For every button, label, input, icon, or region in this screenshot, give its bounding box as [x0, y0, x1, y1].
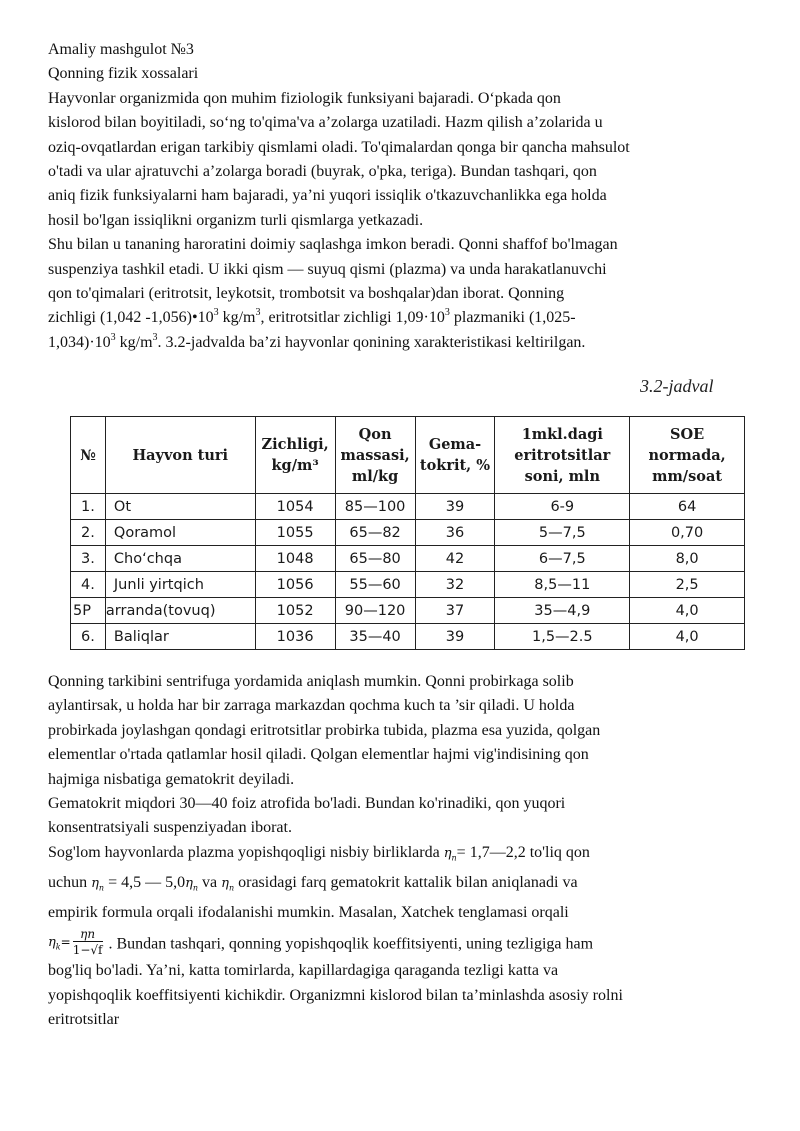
eta-symbol — [221, 876, 234, 891]
section-heading — [48, 62, 748, 86]
table-cell: 1052 — [255, 598, 335, 624]
symbol: η — [185, 875, 193, 891]
text-line: bog'liq bo'ladi. Ya’ni, katta tomirlarda, kapillardagiga qaraganda tezligi katta va — [48, 962, 559, 980]
symbol: η — [221, 875, 229, 891]
table-cell: 0,70 — [630, 520, 745, 546]
text-fragment: 1,034)·10 — [48, 333, 111, 351]
column-header: Hayvon turi — [105, 417, 255, 494]
table-cell: Qoramol — [105, 520, 255, 546]
document-body-lower — [48, 670, 748, 1032]
text-fragment: , eritrotsitlar zichligi 1,09·10 — [260, 309, 445, 327]
text-fragment: . 3.2-jadvalda ba’zi hayvonlar qonining xarakteristikasi keltirilgan. — [157, 333, 586, 351]
document-body — [48, 38, 748, 355]
table-cell: 6-9 — [495, 494, 630, 520]
table-cell: 8,5—11 — [495, 572, 630, 598]
text-fragment: uchun — [48, 873, 92, 891]
paragraph-4 — [48, 792, 748, 841]
table-cell: arranda(tovuq) — [105, 598, 255, 624]
text-line: Qonning tarkibini sentrifuga yordamida aniqlash mumkin. Qonni probirkaga solib — [48, 673, 574, 690]
paragraph-1 — [48, 87, 748, 233]
text-line: o'tadi va ular ajratuvchi a’zolarga boradi (buyrak, o'pka, teriga). Bundan tashqari, qon — [48, 163, 597, 181]
column-header: 1mkl.dagi eritrotsitlar soni, mln — [495, 417, 630, 494]
text-line: Hayvonlar organizmida qon muhim fiziologik funksiyani bajaradi. O‘pkada qon — [48, 89, 561, 107]
text-fragment: va — [198, 873, 222, 891]
text-line: kislorod bilan boyitiladi, so‘ng to'qima'va a’zolarga uzatiladi. Hazm qilish a’zolarida u — [48, 114, 603, 132]
table-cell: 65—80 — [335, 546, 415, 572]
denominator: 1−√f — [72, 943, 103, 958]
eta-symbol — [48, 935, 61, 950]
table-cell: 4,0 — [630, 624, 745, 650]
table-cell: 6. — [71, 624, 106, 650]
text-line: hajmiga nisbatiga gematokrit deyiladi. — [48, 770, 295, 788]
table-cell: 2. — [71, 520, 106, 546]
subscript: п — [98, 883, 105, 893]
table-row — [71, 494, 745, 520]
eta-symbol — [444, 846, 457, 861]
text-line: hosil bo'lgan issiqlikni organizm turli qismlarga yetkazadi. — [48, 211, 424, 229]
text-fragment: kg/m — [218, 309, 256, 327]
text-line — [48, 331, 748, 355]
text-fragment: . Bundan tashqari, qonning yopishqoqlik koeffitsiyenti, uning tezligiga ham — [104, 935, 594, 953]
symbol: η — [48, 935, 56, 951]
table-caption: 3.2-jadval — [640, 376, 714, 396]
text-line: aylantirsak, u holda har bir zarraga markazdan qochma kuch ta ’sir qiladi. U holda — [48, 697, 575, 715]
text-fragment: = 4,5 — 5,0 — [104, 873, 186, 891]
text-line: elementlar o'rtada qatlamlar hosil qiladi. Qolgan elementlar hajmi vig'indisining qon — [48, 746, 589, 764]
table-row — [71, 520, 745, 546]
table-cell: 42 — [415, 546, 495, 572]
text-line: qon to'qimalari (eritrotsit, leykotsit, trombotsit va boshqalar)dan iborat. Qonning — [48, 285, 565, 303]
table-cell: 35—40 — [335, 624, 415, 650]
table-cell: 64 — [630, 494, 745, 520]
text-line: konsentratsiyali suspenziyadan iborat. — [48, 819, 292, 837]
subscript: п — [192, 883, 199, 893]
table-cell: 4. — [71, 572, 106, 598]
text-fragment: orasidagi farq gematokrit kattalik bilan aniqlanadi va — [234, 873, 578, 891]
symbol: η — [91, 875, 99, 891]
table-cell: 8,0 — [630, 546, 745, 572]
paragraph-5 — [48, 841, 748, 1033]
text-fragment: Sog'lom hayvonlarda plazma yopishqoqligi nisbiy birliklarda — [48, 843, 444, 861]
table-cell: 1048 — [255, 546, 335, 572]
table-row — [71, 546, 745, 572]
subscript: п — [228, 883, 235, 893]
column-header: Zichligi, kg/m³ — [255, 417, 335, 494]
table-cell: Junli yirtqich — [105, 572, 255, 598]
text-fragment: kg/m — [115, 333, 153, 351]
table-cell: 5—7,5 — [495, 520, 630, 546]
table-cell: 85—100 — [335, 494, 415, 520]
text-line: eritrotsitlar — [48, 1011, 120, 1029]
table-cell: 3. — [71, 546, 106, 572]
superscript: 3 — [213, 307, 219, 319]
text-line: oziq-ovqatlardan erigan tarkibiy qismlami oladi. To'qimalardan qonga bir qancha mahsulot — [48, 138, 630, 156]
table-cell: 1036 — [255, 624, 335, 650]
table-cell: 90—120 — [335, 598, 415, 624]
table-cell: 39 — [415, 624, 495, 650]
subscript: k — [55, 942, 61, 952]
table-cell: 39 — [415, 494, 495, 520]
text-line: Gematokrit miqdori 30—40 foiz atrofida bo'ladi. Bundan ko'rinadiki, qon yuqori — [48, 795, 566, 813]
superscript: 3 — [152, 331, 158, 343]
table-cell: 1,5—2.5 — [495, 624, 630, 650]
subtitle-text: Qonning fizik xossalari — [48, 65, 199, 83]
table-cell: Baliqlar — [105, 624, 255, 650]
text-line: empirik formula orqali ifodalanishi mumkin. Masalan, Xatchek tenglamasi orqali — [48, 903, 569, 921]
table-cell: 2,5 — [630, 572, 745, 598]
column-header: № — [71, 417, 106, 494]
hatchek-formula: $\eta_k=$ $\frac{\eta п}{1-√f}$ — [48, 927, 103, 958]
superscript: 3 — [255, 307, 261, 319]
text-line: aniq fizik funksiyalarni ham bajaradi, ya’ni yuqori issiqlik o'tkazuvchanlikka ega holda — [48, 187, 607, 205]
text-line — [48, 871, 748, 901]
table-cell: 1055 — [255, 520, 335, 546]
table-cell: 6—7,5 — [495, 546, 630, 572]
paragraph-2 — [48, 233, 748, 355]
column-header: Qon massasi, ml/kg — [335, 417, 415, 494]
blood-characteristics-table — [70, 416, 745, 650]
title-text: Amaliy mashgulot №3 — [48, 41, 194, 58]
paragraph-3 — [48, 670, 748, 792]
text-line: probirkada joylashgan qondagi eritrotsitlar probirka tubida, plazma esa yuzida, qolgan — [48, 721, 601, 739]
page-title — [48, 38, 748, 62]
table-cell: 5P — [71, 598, 106, 624]
table-row — [71, 624, 745, 650]
text-fragment: = 1,7—2,2 to'liq qon — [456, 843, 590, 861]
table-cell: 1. — [71, 494, 106, 520]
table-cell: 32 — [415, 572, 495, 598]
text-line — [48, 306, 748, 330]
text-fragment: zichligi (1,042 -1,056)•10 — [48, 309, 214, 327]
text-line: yopishqoqlik koeffitsiyenti kichikdir. Organizmni kislorod bilan ta’minlashda asosiy rolni — [48, 986, 623, 1004]
fraction — [73, 927, 103, 958]
symbol: η — [443, 845, 452, 861]
eta-symbol — [185, 876, 198, 891]
text-line: suspenziya tashkil etadi. U ikki qism — suyuq qismi (plazma) va unda harakatlanuvchi — [48, 260, 607, 278]
subscript: п — [451, 853, 457, 863]
table-cell: 1056 — [255, 572, 335, 598]
table-cell: 36 — [415, 520, 495, 546]
numerator: ηп — [73, 927, 103, 942]
table-cell: 55—60 — [335, 572, 415, 598]
table-row — [71, 598, 745, 624]
table-header-row — [71, 417, 745, 494]
text-line: Shu bilan u tananing haroratini doimiy saqlashga imkon beradi. Qonni shaffof bo'lmagan — [48, 236, 618, 254]
table-cell: 1054 — [255, 494, 335, 520]
eta-symbol — [91, 876, 104, 891]
table-cell: Cho‘chqa — [105, 546, 255, 572]
table-row — [71, 572, 745, 598]
table-cell: 4,0 — [630, 598, 745, 624]
column-header: Gema- tokrit, % — [415, 417, 495, 494]
table-cell: 65—82 — [335, 520, 415, 546]
text-fragment: plazmaniki (1,025- — [449, 309, 576, 327]
text-line — [48, 925, 748, 959]
column-header: SOE normada, mm/soat — [630, 417, 745, 494]
table-cell: 35—4,9 — [495, 598, 630, 624]
table-cell: Ot — [105, 494, 255, 520]
superscript: 3 — [110, 331, 116, 343]
table-cell: 37 — [415, 598, 495, 624]
text-line — [48, 841, 748, 871]
superscript: 3 — [444, 307, 450, 319]
